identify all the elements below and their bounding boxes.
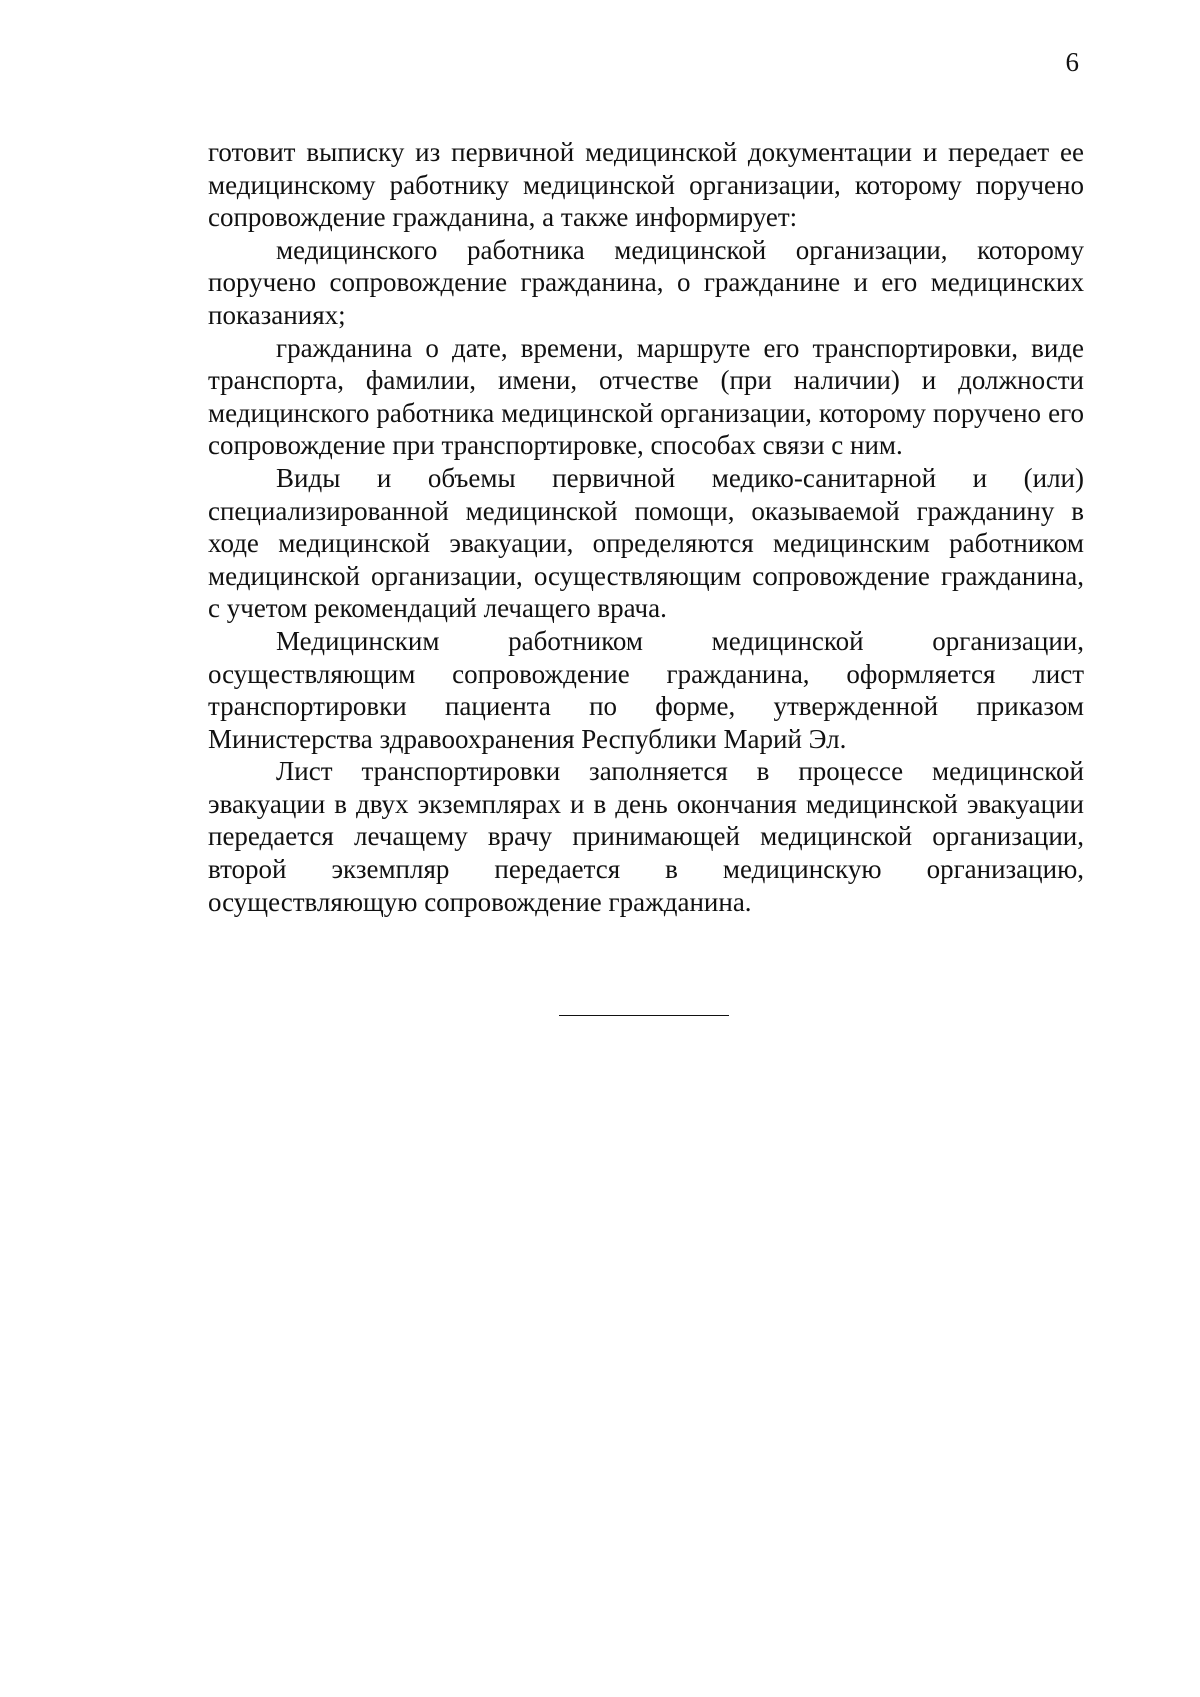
closing-divider bbox=[559, 1015, 729, 1016]
paragraph-inform-citizen: гражданина о дате, времени, маршруте его транспортировки, виде транспорта, фамилии, имени, отчестве (при наличии) и должности медицинского работника медицинской организации, которому поручено его сопровождение при транспортировке, способах связи с ним. bbox=[208, 332, 1084, 461]
paragraph-transport-sheet: Медицинским работником медицинской организации, осуществляющим сопровождение гражданина, оформляется лист транспортировки пациента по форме, утвержденной приказом Министерства здравоохранения Республики Марий Эл. bbox=[208, 625, 1084, 754]
paragraph-types-of-care: Виды и объемы первичной медико-санитарной и (или) специализированной медицинской помощи, оказываемой гражданину в ходе медицинской эвакуации, определяются медицинским работником медицинской организации, осуществляющим сопровождение гражданина, с учетом рекомендаций лечащего врача. bbox=[208, 462, 1084, 624]
paragraph-transport-sheet-copies: Лист транспортировки заполняется в процессе медицинской эвакуации в двух экземплярах и в день окончания медицинской эвакуации передается лечащему врачу принимающей медицинской организации, второй экземпляр передается в медицинскую организацию, осуществляющую сопровождение гражданина. bbox=[208, 756, 1084, 917]
paragraph-inform-medical-worker: медицинского работника медицинской организации, которому поручено сопровождение гражданина, о гражданине и его медицинских показаниях; bbox=[208, 234, 1084, 330]
paragraph-continuation: готовит выписку из первичной медицинской документации и передает ее медицинскому работнику медицинской организации, которому поручено сопровождение гражданина, а также информирует: bbox=[208, 137, 1084, 233]
page-number: 6 bbox=[1065, 47, 1079, 77]
document-body bbox=[208, 136, 1084, 918]
